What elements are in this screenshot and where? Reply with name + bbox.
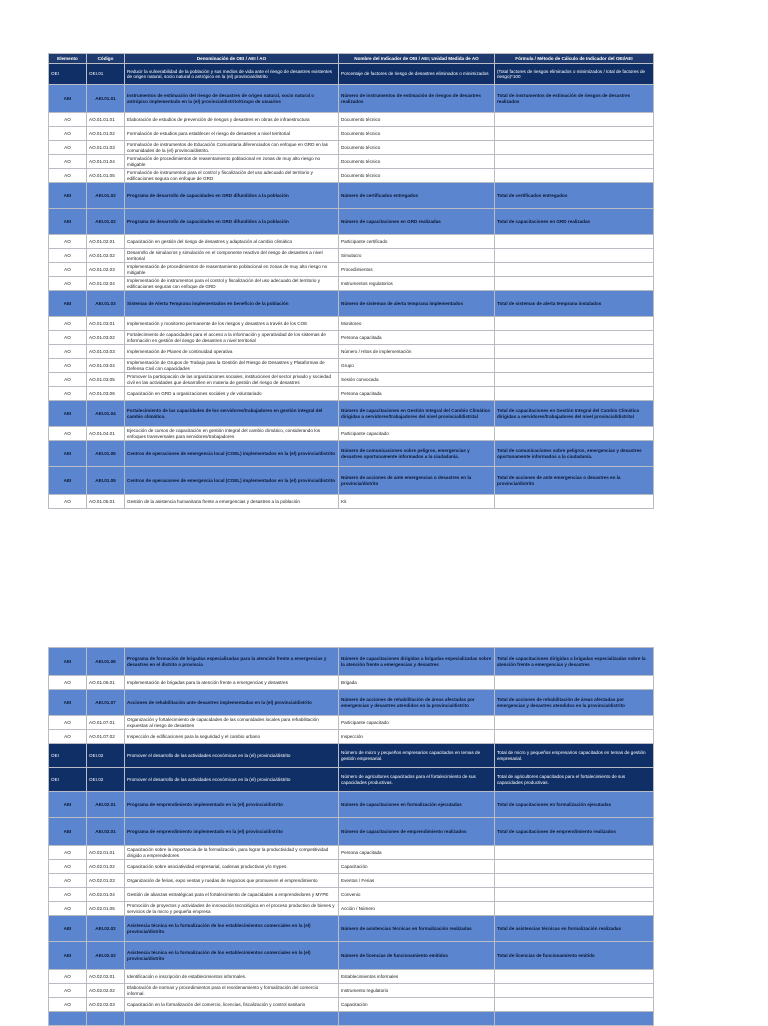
table-row-aei — [49, 818, 654, 846]
table-row-ao — [49, 155, 654, 169]
cell-code: AO.01.06.01 — [87, 676, 125, 690]
cell-formula — [495, 427, 654, 441]
cell-element: AEI — [49, 690, 87, 716]
cell-element: AEI — [49, 467, 87, 495]
cell-denomination: Capacitación en GRD a organizaciones sociales y de voluntariado — [125, 387, 339, 401]
cell-denomination: Centros de operaciones de emergencia local (COEL) implementados en la (el) provincia/distrito — [125, 441, 339, 467]
table-row-aei — [49, 1012, 654, 1026]
plan-table-section-1 — [48, 53, 654, 509]
cell-formula — [495, 277, 654, 291]
cell-code: AO.02.02.01 — [87, 970, 125, 984]
cell-code: AEI.01.02 — [87, 183, 125, 209]
cell-formula — [495, 716, 654, 730]
cell-formula — [495, 235, 654, 249]
cell-indicator: Procedimientos — [339, 263, 495, 277]
cell-element: AEI — [49, 441, 87, 467]
cell-code: AO.01.05.01 — [87, 495, 125, 509]
cell-element: AO — [49, 874, 87, 888]
cell-denomination: Promover el desarrollo de las actividades económicas en la (el) provincia/distrito — [125, 744, 339, 768]
cell-denomination: Organización de ferias, expo ventas y ruedas de negocios que promueven el emprendimiento — [125, 874, 339, 888]
cell-code: AO.01.01.01 — [87, 113, 125, 127]
cell-element — [49, 1012, 87, 1026]
table-row-ao — [49, 676, 654, 690]
cell-code: AEI.01.06 — [87, 648, 125, 676]
cell-indicator: Documento técnico — [339, 127, 495, 141]
table-row-ao — [49, 730, 654, 744]
cell-indicator: Número / Hitos de implementación — [339, 345, 495, 359]
table-row-oei — [49, 768, 654, 792]
cell-indicator: Número de instrumentos de estimación de riesgos de desastres realizados — [339, 85, 495, 113]
cell-indicator: Documento técnico — [339, 141, 495, 155]
cell-indicator: Instrumento regulatorio — [339, 984, 495, 998]
cell-formula — [495, 1012, 654, 1026]
cell-element: AEI — [49, 183, 87, 209]
cell-code: AO.02.02.02 — [87, 984, 125, 998]
table-row-oei — [49, 744, 654, 768]
cell-indicator: Porcentaje de factores de riesgo de desastres eliminados o minimizados — [339, 64, 495, 85]
cell-denomination: Reducir la vulnerabilidad de la población y sus medios de vida ante el riesgo de desastres existentes de origen natural, socio natural o antrópico en la (el) provincia/distrito — [125, 64, 339, 85]
cell-formula — [495, 676, 654, 690]
table-row-ao — [49, 169, 654, 183]
cell-formula — [495, 387, 654, 401]
table-row-aei — [49, 792, 654, 818]
header-formula: Fórmula / Método de Cálculo de Indicador del OEI/AEI — [495, 54, 654, 64]
cell-denomination: Sistemas de Alerta Temprana implementados en beneficio de la población — [125, 291, 339, 317]
cell-indicator: Documento técnico — [339, 169, 495, 183]
cell-indicator: Persona capacitada — [339, 387, 495, 401]
cell-element: AO — [49, 141, 87, 155]
cell-formula: Total de comunicaciones sobre peligros, emergencias y desastres oportunamente informados a la ciudadanía. — [495, 441, 654, 467]
cell-denomination: Formulación de instrumentos de Educación Comunitaria diferenciados con enfoque en GRD en las comunidades de la (el) provincia/distrito. — [125, 141, 339, 155]
table-row-ao — [49, 373, 654, 387]
cell-denomination: Implementación y monitoreo permanente de los riesgos y desastres a través de los COE — [125, 317, 339, 331]
cell-formula — [495, 127, 654, 141]
cell-element: AO — [49, 888, 87, 902]
cell-code: AO.02.01.03 — [87, 874, 125, 888]
cell-code: AEI.01.07 — [87, 690, 125, 716]
cell-element: AO — [49, 427, 87, 441]
cell-code: AEI.02.01 — [87, 818, 125, 846]
table-row-aei — [49, 467, 654, 495]
cell-indicator: Convenio — [339, 888, 495, 902]
cell-code: AO.01.02.01 — [87, 235, 125, 249]
cell-code: AO.01.02.04 — [87, 277, 125, 291]
table-body — [49, 64, 654, 509]
cell-denomination: Fortalecimiento de capacidades para el acceso a la información y operatividad de los sistemas de información en gestión del riesgo de desastres a nivel territorial — [125, 331, 339, 345]
cell-formula: Total de agricultores capacitados para el fortalecimiento de sus capacidades productivas. — [495, 768, 654, 792]
cell-denomination: Programa de desarrollo de capacidades en GRD difundidos a la población — [125, 183, 339, 209]
cell-code: AO.01.01.04 — [87, 155, 125, 169]
table-row-ao — [49, 249, 654, 263]
table-row-ao — [49, 998, 654, 1012]
cell-indicator: Acción / Número — [339, 902, 495, 916]
cell-denomination: Programa de emprendimiento implementado en la (el) provincia/distrito — [125, 818, 339, 846]
cell-indicator: Número de capacitaciones dirigidas a brigadas especializadas sobre la atención frente a emergencias y desastres — [339, 648, 495, 676]
cell-indicator: Simulacro — [339, 249, 495, 263]
cell-element: AO — [49, 902, 87, 916]
cell-code: AO.02.01.05 — [87, 902, 125, 916]
cell-element: AEI — [49, 792, 87, 818]
table-row-aei — [49, 291, 654, 317]
cell-denomination: Asistencia técnica en la formalización de los establecimientos comerciales en la (el) provincia/distrito — [125, 942, 339, 970]
cell-indicator: Eventos / Ferias — [339, 874, 495, 888]
cell-code: AO.01.02.03 — [87, 263, 125, 277]
table-row-ao — [49, 970, 654, 984]
cell-element: AO — [49, 387, 87, 401]
cell-denomination: Implementación de Grupos de Trabajo para la Gestión del Riesgo de Desastres y Plataformas de Defensa Civil con capacidades — [125, 359, 339, 373]
cell-denomination: Instrumentos de estimación del riesgo de desastres de origen natural, socio natural o antrópico implementado en la (el) provincia/distrito/Grupo de usuarios — [125, 85, 339, 113]
cell-denomination: Formulación de procedimientos de reasentamiento poblacional en zonas de muy alto riesgo no mitigable — [125, 155, 339, 169]
cell-denomination: Formulación de estudios para establecer el riesgo de desastres a nivel territorial — [125, 127, 339, 141]
table-row-ao — [49, 277, 654, 291]
cell-formula: (Total factores de riesgos eliminados o minimizados / total de factores de riesgo)*100 — [495, 64, 654, 85]
cell-code: AO.01.03.03 — [87, 345, 125, 359]
cell-indicator: Sesión convocada — [339, 373, 495, 387]
cell-indicator: Documento técnico — [339, 113, 495, 127]
cell-code: AO.02.01.01 — [87, 846, 125, 860]
table-row-ao — [49, 888, 654, 902]
table-row-ao — [49, 902, 654, 916]
cell-denomination: Gestión de la asistencia humanitaria frente a emergencias y desastres a la población — [125, 495, 339, 509]
cell-code: AEI.01.02 — [87, 209, 125, 235]
cell-formula — [495, 860, 654, 874]
table-row-ao — [49, 127, 654, 141]
cell-element: AO — [49, 277, 87, 291]
plan-table-section-2 — [48, 647, 654, 1026]
cell-denomination: Implementación de Planes de continuidad operativa — [125, 345, 339, 359]
cell-indicator: Número de sistemas de alerta temprana implementados — [339, 291, 495, 317]
cell-element: AEI — [49, 818, 87, 846]
cell-element: AO — [49, 127, 87, 141]
cell-denomination: Identificación e inscripción de establecimientos informales. — [125, 970, 339, 984]
cell-denomination: Elaboración de estudios de prevención de riesgos y desastres en obras de infraestructura — [125, 113, 339, 127]
cell-indicator: Persona capacitada — [339, 331, 495, 345]
cell-indicator: Número de capacitaciones de emprendimiento realizados — [339, 818, 495, 846]
table-row-ao — [49, 860, 654, 874]
cell-formula — [495, 155, 654, 169]
table-row-aei — [49, 401, 654, 427]
cell-formula — [495, 902, 654, 916]
table-row-oei — [49, 64, 654, 85]
cell-element: OEI — [49, 768, 87, 792]
cell-denomination: Ejecución de cursos de capacitación en gestión integral del cambio climático, considerando los enfoques transversales para servidores/trabajadores — [125, 427, 339, 441]
cell-denomination: Centros de operaciones de emergencia local (COEL) implementados en la (el) provincia/distrito — [125, 467, 339, 495]
cell-formula — [495, 846, 654, 860]
cell-element: AO — [49, 235, 87, 249]
cell-element: AO — [49, 730, 87, 744]
cell-formula — [495, 730, 654, 744]
table-row-ao — [49, 984, 654, 998]
cell-element: AO — [49, 317, 87, 331]
table-row-aei — [49, 648, 654, 676]
header-element: Elemento — [49, 54, 87, 64]
table-row-ao — [49, 345, 654, 359]
cell-element: AO — [49, 263, 87, 277]
cell-code: AEI.02.02 — [87, 942, 125, 970]
cell-denomination: Promover la participación de las organizaciones sociales, instituciones del sector privado y sociedad civil en las actividades que desarrollen en materia de gestión del riesgo de desastres — [125, 373, 339, 387]
table-row-aei — [49, 690, 654, 716]
cell-element: AO — [49, 984, 87, 998]
cell-code: AO.01.02.02 — [87, 249, 125, 263]
cell-indicator: Capacitación — [339, 998, 495, 1012]
cell-indicator: Número de agricultores capacitados para el fortalecimiento de sus capacidades productivas. — [339, 768, 495, 792]
cell-element: OEI — [49, 744, 87, 768]
cell-indicator: Participante capacitado — [339, 427, 495, 441]
cell-denomination — [125, 1012, 339, 1026]
cell-denomination: Implementación de instrumentos para el control y fiscalización del uso adecuado del territorio y edificaciones seguras con enfoque de GRD — [125, 277, 339, 291]
cell-denomination: Capacitación en la formalización del comercio, licencias, fiscalización y control sanitario — [125, 998, 339, 1012]
cell-formula: Total de asistencias técnicas en formalización realizadas — [495, 916, 654, 942]
cell-denomination: Capacitación en gestión del riesgo de desastres y adaptación al cambio climático — [125, 235, 339, 249]
cell-element: AEI — [49, 942, 87, 970]
cell-element: AO — [49, 716, 87, 730]
header-code: Código — [87, 54, 125, 64]
cell-denomination: Programa de emprendimiento implementado en la (el) provincia/distrito — [125, 792, 339, 818]
table-row-ao — [49, 874, 654, 888]
cell-code: AEI.01.05 — [87, 467, 125, 495]
cell-indicator: Persona capacitada — [339, 846, 495, 860]
cell-denomination: Formulación de instrumentos para el control y fiscalización del uso adecuado del territorio y edificaciones segura con enfoque de GRD — [125, 169, 339, 183]
cell-denomination: Acciones de rehabilitación ante desastres implementadas en la (el) provincia/distrito — [125, 690, 339, 716]
cell-element: AEI — [49, 85, 87, 113]
cell-code: AO.01.03.06 — [87, 387, 125, 401]
cell-code: AO.01.04.01 — [87, 427, 125, 441]
header-denomination: Denominación de OEI / AEI / AO — [125, 54, 339, 64]
cell-denomination: Desarrollo de simulacros y simulación en el componente reactivo del riesgo de desastres a nivel territorial — [125, 249, 339, 263]
cell-element: AEI — [49, 291, 87, 317]
cell-code: AO.01.01.03 — [87, 141, 125, 155]
cell-code: AEI.01.01 — [87, 85, 125, 113]
table-row-aei — [49, 183, 654, 209]
cell-formula: Total de micro y pequeños empresarios capacitados en temas de gestión empresarial. — [495, 744, 654, 768]
cell-indicator — [339, 1012, 495, 1026]
cell-formula — [495, 970, 654, 984]
table-row-ao — [49, 427, 654, 441]
cell-code: AO.01.07.01 — [87, 716, 125, 730]
cell-formula: Total de capacitaciones en Gestión Integral del Cambio Climático dirigidas a servidores/trabajadores del nivel provincial/distrital — [495, 401, 654, 427]
cell-indicator: Número de licencias de funcionamiento emitidos — [339, 942, 495, 970]
cell-indicator: Establecimientos informales — [339, 970, 495, 984]
cell-element: AEI — [49, 209, 87, 235]
cell-denomination: Elaboración de normas y procedimientos para el reordenamiento y formalización del comercio informal. — [125, 984, 339, 998]
cell-denomination: Capacitación sobre la importancia de la formalización, para lograr la productividad y competitividad dirigido a emprendedores — [125, 846, 339, 860]
cell-element: AO — [49, 331, 87, 345]
cell-code — [87, 1012, 125, 1026]
cell-element: AO — [49, 373, 87, 387]
table-row-ao — [49, 263, 654, 277]
cell-code: AO.01.07.02 — [87, 730, 125, 744]
cell-code: AO.01.01.05 — [87, 169, 125, 183]
cell-indicator: Número de acciones de ante emergencias o desastres en la provincia/distrito — [339, 467, 495, 495]
cell-denomination: Programa de formación de brigadas especializadas para la atención frente a emergencias y desastres en el distrito o provincia — [125, 648, 339, 676]
cell-indicator: Grupo — [339, 359, 495, 373]
cell-denomination: Implementación de brigadas para la atención frente a emergencias y desastres — [125, 676, 339, 690]
cell-formula — [495, 495, 654, 509]
cell-indicator: Número de capacitaciones en Gestión Integral del Cambio Climático dirigidas a servidores/trabajadores del nivel provincial/distrital — [339, 401, 495, 427]
cell-element: AO — [49, 113, 87, 127]
cell-formula: Total de licencias de funcionamiento emitido — [495, 942, 654, 970]
cell-formula — [495, 874, 654, 888]
cell-denomination: Fortalecimiento de las capacidades de los servidores/trabajadores en gestión integral del cambio climático. — [125, 401, 339, 427]
header-indicator: Nombre del Indicador de OEI / AEI; Unidad Medida de AO — [339, 54, 495, 64]
cell-code: AO.02.01.02 — [87, 860, 125, 874]
cell-indicator: Brigada — [339, 676, 495, 690]
cell-formula — [495, 998, 654, 1012]
cell-indicator: Número de acciones de rehabilitación de áreas afectadas por emergencias y desastres atendidos en la provincia/distrito — [339, 690, 495, 716]
cell-denomination: Inspección de edificaciones para la seguridad y el cambio urbano — [125, 730, 339, 744]
cell-formula: Total de instrumentos de estimación de riesgos de desastres realizados — [495, 85, 654, 113]
cell-indicator: Número de asistencias técnicas en formalización realizadas — [339, 916, 495, 942]
cell-element: AO — [49, 846, 87, 860]
cell-denomination: Organización y fortalecimiento de capacidades de las comunidades locales para rehabilitación expuestas al riesgo de desastres — [125, 716, 339, 730]
cell-indicator: Número de capacitaciones en GRD realizadas — [339, 209, 495, 235]
cell-indicator: Instrumentos regulatorios — [339, 277, 495, 291]
cell-denomination: Implementación de procedimientos de reasentamiento poblacional en zonas de muy alto riesgo no mitigable — [125, 263, 339, 277]
cell-code: OEI.02 — [87, 744, 125, 768]
cell-indicator: Número de capacitaciones en formalización ejecutadas — [339, 792, 495, 818]
table-row-aei — [49, 441, 654, 467]
cell-code: AEI.01.04 — [87, 401, 125, 427]
cell-formula — [495, 317, 654, 331]
cell-formula: Total de capacitaciones de emprendimiento realizados — [495, 818, 654, 846]
table-row-aei — [49, 209, 654, 235]
cell-code: AO.02.01.04 — [87, 888, 125, 902]
table-row-ao — [49, 141, 654, 155]
cell-code: OEI.02 — [87, 768, 125, 792]
cell-indicator: Participante capacitado — [339, 716, 495, 730]
table-row-ao — [49, 359, 654, 373]
cell-code: AO.01.01.02 — [87, 127, 125, 141]
cell-code: AO.02.02.03 — [87, 998, 125, 1012]
table-body — [49, 648, 654, 1026]
cell-element: AEI — [49, 401, 87, 427]
table-row-aei — [49, 942, 654, 970]
cell-indicator: Número de comunicaciones sobre peligros, emergencias y desastres oportunamente informados a la ciudadanía. — [339, 441, 495, 467]
cell-formula — [495, 888, 654, 902]
cell-element: AO — [49, 249, 87, 263]
cell-code: AEI.02.02 — [87, 916, 125, 942]
cell-denomination: Promover el desarrollo de las actividades económicas en la (el) provincia/distrito — [125, 768, 339, 792]
cell-element: OEI — [49, 64, 87, 85]
cell-element: AO — [49, 359, 87, 373]
cell-element: AO — [49, 676, 87, 690]
cell-code: AEI.01.05 — [87, 441, 125, 467]
cell-element: AO — [49, 169, 87, 183]
cell-formula: Total de capacitaciones en formalización ejecutadas — [495, 792, 654, 818]
table-row-ao — [49, 317, 654, 331]
cell-denomination: Promoción de proyectos y actividades de innovación tecnológica en el proceso productivo de bienes y servicios de la micro y pequeña empresa — [125, 902, 339, 916]
cell-code: AEI.02.01 — [87, 792, 125, 818]
cell-formula — [495, 263, 654, 277]
cell-formula — [495, 331, 654, 345]
cell-element: AEI — [49, 916, 87, 942]
table-row-ao — [49, 387, 654, 401]
cell-denomination: Programa de desarrollo de capacidades en GRD difundidos a la población — [125, 209, 339, 235]
cell-formula — [495, 345, 654, 359]
table-row-ao — [49, 235, 654, 249]
cell-indicator: Documento técnico — [339, 155, 495, 169]
cell-code: AO.01.03.02 — [87, 331, 125, 345]
cell-denomination: Capacitación sobre asociatividad empresarial, cadenas productivas y/o mypes. — [125, 860, 339, 874]
cell-formula: Total de acciones de ante emergencias o desastres en la provincia/distrito — [495, 467, 654, 495]
cell-indicator: Capacitación — [339, 860, 495, 874]
cell-element: AO — [49, 860, 87, 874]
table-row-ao — [49, 846, 654, 860]
cell-formula: Total de capacitaciones en GRD realizadas — [495, 209, 654, 235]
cell-formula — [495, 249, 654, 263]
table-row-aei — [49, 916, 654, 942]
cell-element: AO — [49, 155, 87, 169]
cell-indicator: Kit — [339, 495, 495, 509]
cell-formula: Total de acciones de rehabilitación de áreas afectadas por emergencias y desastres atendidos en la provincia/distrito — [495, 690, 654, 716]
cell-denomination: Gestión de alianzas estratégicas para el fortalecimiento de capacidades a emprendedores y MYPE — [125, 888, 339, 902]
cell-formula — [495, 373, 654, 387]
cell-formula: Total de capacitaciones dirigidas a brigadas especializadas sobre la atención frente a emergencias y desastres — [495, 648, 654, 676]
cell-element: AO — [49, 345, 87, 359]
cell-denomination: Asistencia técnica en la formalización de los establecimientos comerciales en la (el) provincia/distrito — [125, 916, 339, 942]
cell-indicator: Inspección — [339, 730, 495, 744]
cell-formula — [495, 984, 654, 998]
cell-code: AO.01.03.05 — [87, 373, 125, 387]
cell-indicator: Número de micro y pequeños empresarios capacitados en temas de gestión empresarial. — [339, 744, 495, 768]
cell-formula — [495, 359, 654, 373]
table-row-ao — [49, 495, 654, 509]
cell-formula: Total de certificados entregados — [495, 183, 654, 209]
cell-formula — [495, 113, 654, 127]
cell-code: OEI.01 — [87, 64, 125, 85]
cell-element: AO — [49, 998, 87, 1012]
cell-code: AO.01.03.04 — [87, 359, 125, 373]
cell-indicator: Participante certificado — [339, 235, 495, 249]
cell-formula — [495, 169, 654, 183]
cell-formula — [495, 141, 654, 155]
table-row-ao — [49, 113, 654, 127]
cell-code: AO.01.03.01 — [87, 317, 125, 331]
table-row-aei — [49, 85, 654, 113]
cell-element: AO — [49, 970, 87, 984]
cell-formula: Total de sistemas de alerta temprana instalados — [495, 291, 654, 317]
table-row-ao — [49, 331, 654, 345]
cell-element: AO — [49, 495, 87, 509]
cell-element: AEI — [49, 648, 87, 676]
cell-indicator: Monitoreo — [339, 317, 495, 331]
cell-code: AEI.01.03 — [87, 291, 125, 317]
table-header-row — [49, 54, 654, 64]
table-row-ao — [49, 716, 654, 730]
cell-indicator: Número de certificados entregados — [339, 183, 495, 209]
